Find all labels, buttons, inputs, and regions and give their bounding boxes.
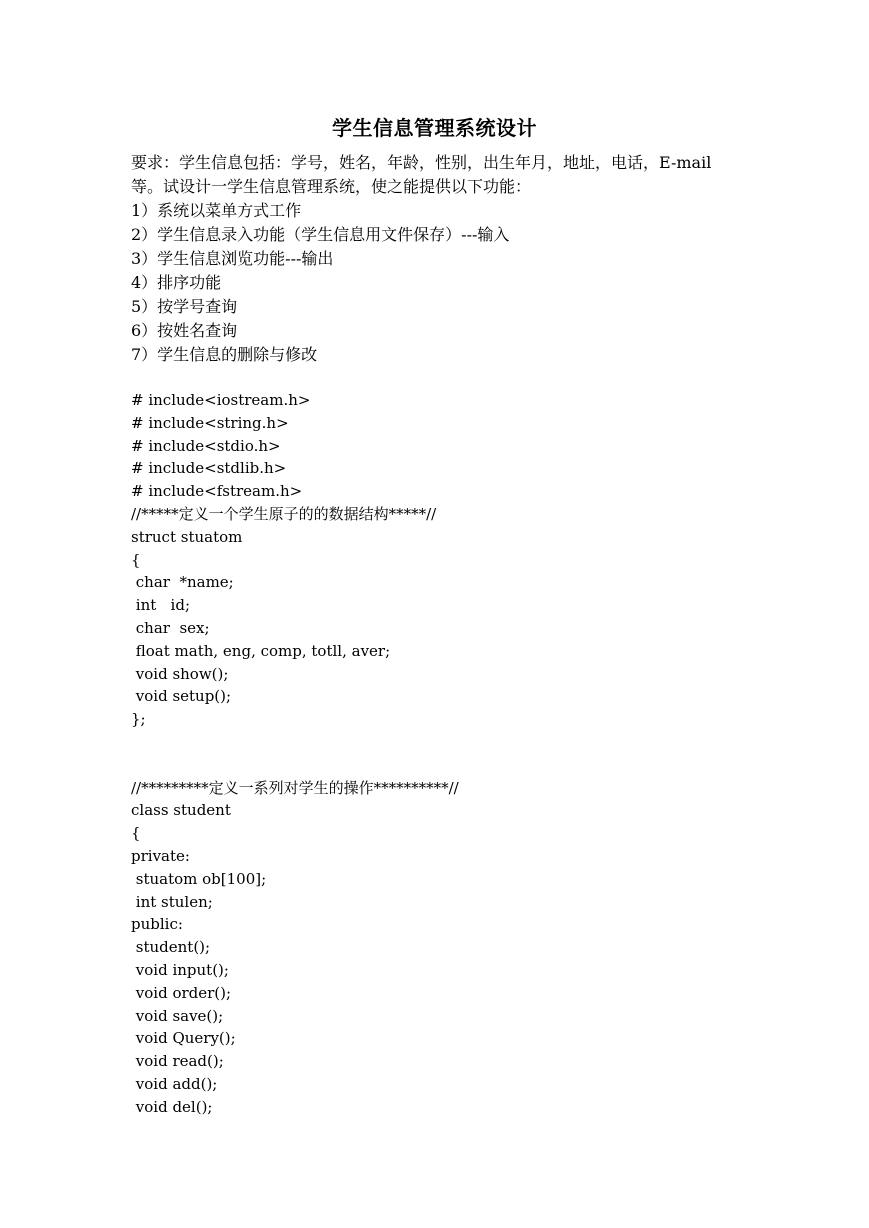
code-line: void save(); [131, 1006, 224, 1025]
code-line: float math, eng, comp, totll, aver; [131, 641, 391, 660]
code-line: char *name; [131, 573, 234, 592]
code-line: class student [131, 801, 231, 820]
code-line: void order(); [131, 983, 232, 1002]
feature-item: 5）按学号查询 [131, 297, 238, 316]
feature-item: 2）学生信息录入功能（学生信息用文件保存）---输入 [131, 225, 510, 244]
code-line: int id; [131, 596, 191, 615]
blank-line [131, 754, 771, 777]
code-line: void input(); [131, 960, 229, 979]
code-line: # include<string.h> [131, 413, 289, 432]
blank-line [131, 731, 771, 754]
feature-item: 6）按姓名查询 [131, 321, 238, 340]
code-comment: //*****定义一个学生原子的的数据结构*****// [131, 504, 437, 523]
document-title: 学生信息管理系统设计 [332, 116, 537, 140]
code-line: # include<stdio.h> [131, 436, 281, 455]
code-line: student(); [131, 938, 211, 957]
code-line: { [131, 550, 141, 569]
code-line: void add(); [131, 1074, 218, 1093]
code-line: struct stuatom [131, 527, 243, 546]
feature-item: 1）系统以菜单方式工作 [131, 201, 302, 220]
code-line: { [131, 824, 141, 843]
code-line: stuatom ob[100]; [131, 869, 267, 888]
code-line: char sex; [131, 618, 210, 637]
code-line: # include<fstream.h> [131, 482, 303, 501]
feature-item: 7）学生信息的删除与修改 [131, 345, 318, 364]
intro-line: 等。试设计一学生信息管理系统，使之能提供以下功能： [131, 177, 532, 196]
code-comment: //*********定义一系列对学生的操作**********// [131, 778, 459, 797]
code-line: private: [131, 846, 190, 865]
code-listing [131, 389, 771, 1119]
code-line: void del(); [131, 1097, 213, 1116]
code-line: }; [131, 710, 146, 729]
code-line: void Query(); [131, 1029, 236, 1048]
code-line: void read(); [131, 1052, 224, 1071]
feature-item: 4）排序功能 [131, 273, 222, 292]
code-line: int stulen; [131, 892, 213, 911]
code-line: void show(); [131, 664, 229, 683]
requirements-section [131, 151, 771, 367]
code-line: # include<stdlib.h> [131, 459, 287, 478]
feature-item: 3）学生信息浏览功能---输出 [131, 249, 334, 268]
code-line: # include<iostream.h> [131, 391, 311, 409]
code-line: public: [131, 915, 183, 934]
code-line: void setup(); [131, 687, 232, 706]
intro-line: 要求：学生信息包括：学号，姓名，年龄，性别，出生年月，地址，电话，E-mail [131, 153, 712, 172]
